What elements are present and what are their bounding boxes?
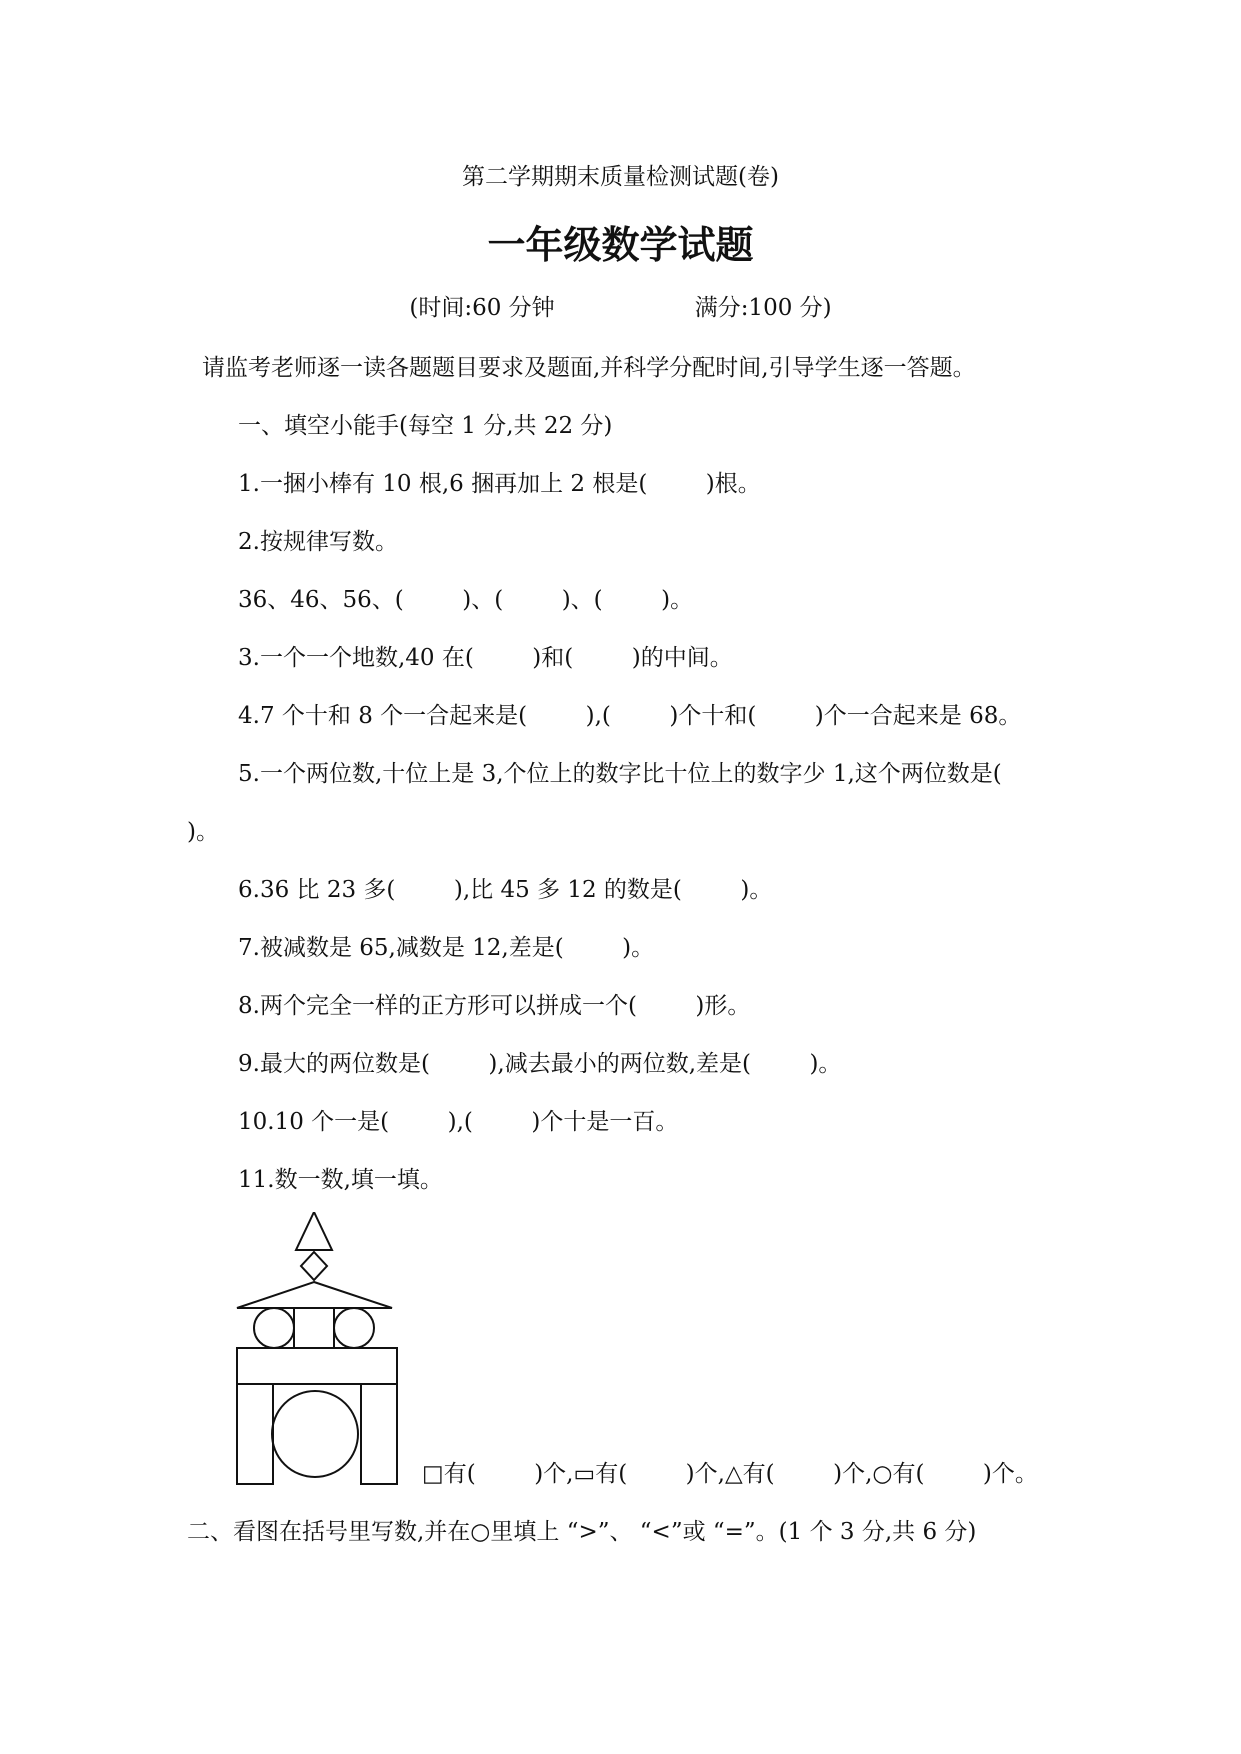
shapes-figure	[232, 1212, 412, 1496]
left-pillar	[237, 1384, 273, 1484]
question-11-answer: □有( )个,▭有( )个,△有( )个,○有( )个。	[422, 1461, 1038, 1487]
section2-heading: 二、看图在括号里写数,并在○里填上 “>”、 “<”或 “=”。(1 个 3 分,共 6 分)	[187, 1519, 977, 1545]
question-5: 5.一个两位数,十位上是 3,个位上的数字比十位上的数字少 1,这个两位数是(	[238, 761, 1002, 787]
question-10: 10.10 个一是( ),( )个十是一百。	[238, 1109, 679, 1135]
right-small-circle	[334, 1308, 374, 1348]
exam-subtitle: 第二学期期末质量检测试题(卷)	[462, 164, 779, 190]
section1-heading: 一、填空小能手(每空 1 分,共 22 分)	[238, 413, 613, 439]
question-1: 1.一捆小棒有 10 根,6 捆再加上 2 根是( )根。	[238, 471, 761, 497]
question-2-sequence: 36、46、56、( )、( )、( )。	[238, 587, 694, 613]
instruction: 请监考老师逐一读各题题目要求及题面,并科学分配时间,引导学生逐一答题。	[202, 355, 976, 381]
question-5-end: )。	[187, 819, 219, 845]
right-pillar	[361, 1384, 397, 1484]
exam-title: 一年级数学试题	[487, 222, 754, 267]
middle-square	[294, 1308, 334, 1348]
top-triangle	[296, 1212, 332, 1250]
exam-info	[0, 293, 1241, 323]
question-7: 7.被减数是 65,减数是 12,差是( )。	[238, 935, 655, 961]
question-6: 6.36 比 23 多( ),比 45 多 12 的数是( )。	[238, 877, 773, 903]
beam-rectangle	[237, 1348, 397, 1384]
big-circle	[272, 1391, 358, 1477]
left-small-circle	[254, 1308, 294, 1348]
diamond-shape	[301, 1252, 327, 1280]
question-11: 11.数一数,填一填。	[238, 1167, 443, 1193]
question-4: 4.7 个十和 8 个一合起来是( ),( )个十和( )个一合起来是 68。	[238, 703, 1022, 729]
question-9: 9.最大的两位数是( ),减去最小的两位数,差是( )。	[238, 1051, 842, 1077]
question-3: 3.一个一个地数,40 在( )和( )的中间。	[238, 645, 733, 671]
shapes-building-drawing	[232, 1212, 412, 1492]
time-limit: (时间:60 分钟	[409, 295, 555, 321]
question-2: 2.按规律写数。	[238, 529, 398, 555]
question-8: 8.两个完全一样的正方形可以拼成一个( )形。	[238, 993, 751, 1019]
full-score: 满分:100 分)	[694, 295, 832, 321]
roof-triangle	[237, 1282, 392, 1308]
